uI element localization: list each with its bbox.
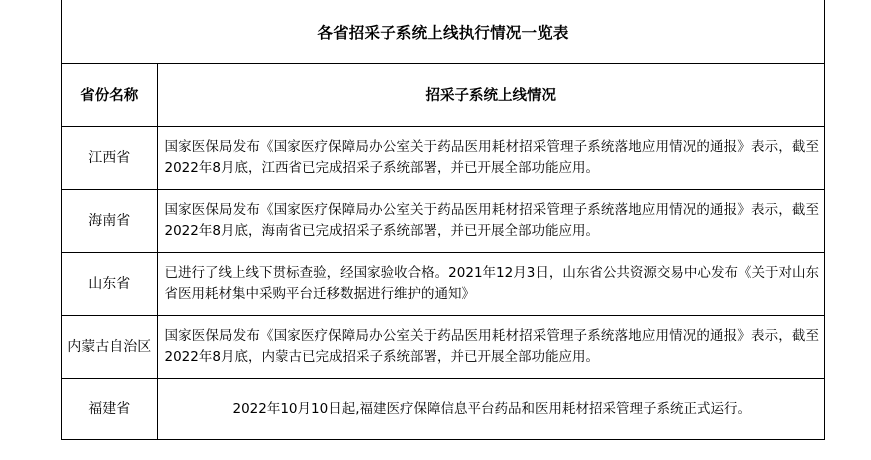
province-cell: 山东省 (62, 252, 157, 315)
summary-table-sheet (61, 0, 825, 440)
table-row (62, 189, 824, 252)
province-cell: 内蒙古自治区 (62, 315, 157, 378)
province-cell: 海南省 (62, 189, 157, 252)
column-header-status: 招采子系统上线情况 (157, 64, 824, 126)
status-cell: 国家医保局发布《国家医疗保障局办公室关于药品医用耗材招采管理子系统落地应用情况的通报》表示，截至2022年8月底，江西省已完成招采子系统部署，并已开展全部功能应用。 (157, 126, 824, 189)
status-cell: 已进行了线上线下贯标查验，经国家验收合格。2021年12月3日，山东省公共资源交易中心发布《关于对山东省医用耗材集中采购平台迁移数据进行维护的通知》 (157, 252, 824, 315)
table-title: 各省招采子系统上线执行情况一览表 (62, 0, 824, 64)
status-cell: 国家医保局发布《国家医疗保障局办公室关于药品医用耗材招采管理子系统落地应用情况的通报》表示，截至2022年8月底，海南省已完成招采子系统部署，并已开展全部功能应用。 (157, 189, 824, 252)
province-cell: 江西省 (62, 126, 157, 189)
table-row (62, 126, 824, 189)
status-cell: 国家医保局发布《国家医疗保障局办公室关于药品医用耗材招采管理子系统落地应用情况的通报》表示，截至2022年8月底，内蒙古已完成招采子系统部署，并已开展全部功能应用。 (157, 315, 824, 378)
province-status-table (62, 64, 824, 440)
status-cell: 2022年10月10日起,福建医疗保障信息平台药品和医用耗材招采管理子系统正式运行。 (232, 400, 751, 417)
column-header-province: 省份名称 (62, 64, 157, 126)
table-row (62, 315, 824, 378)
table-row (62, 252, 824, 315)
province-cell: 福建省 (62, 378, 157, 440)
table-row (62, 378, 824, 440)
table-header-row (62, 64, 824, 126)
